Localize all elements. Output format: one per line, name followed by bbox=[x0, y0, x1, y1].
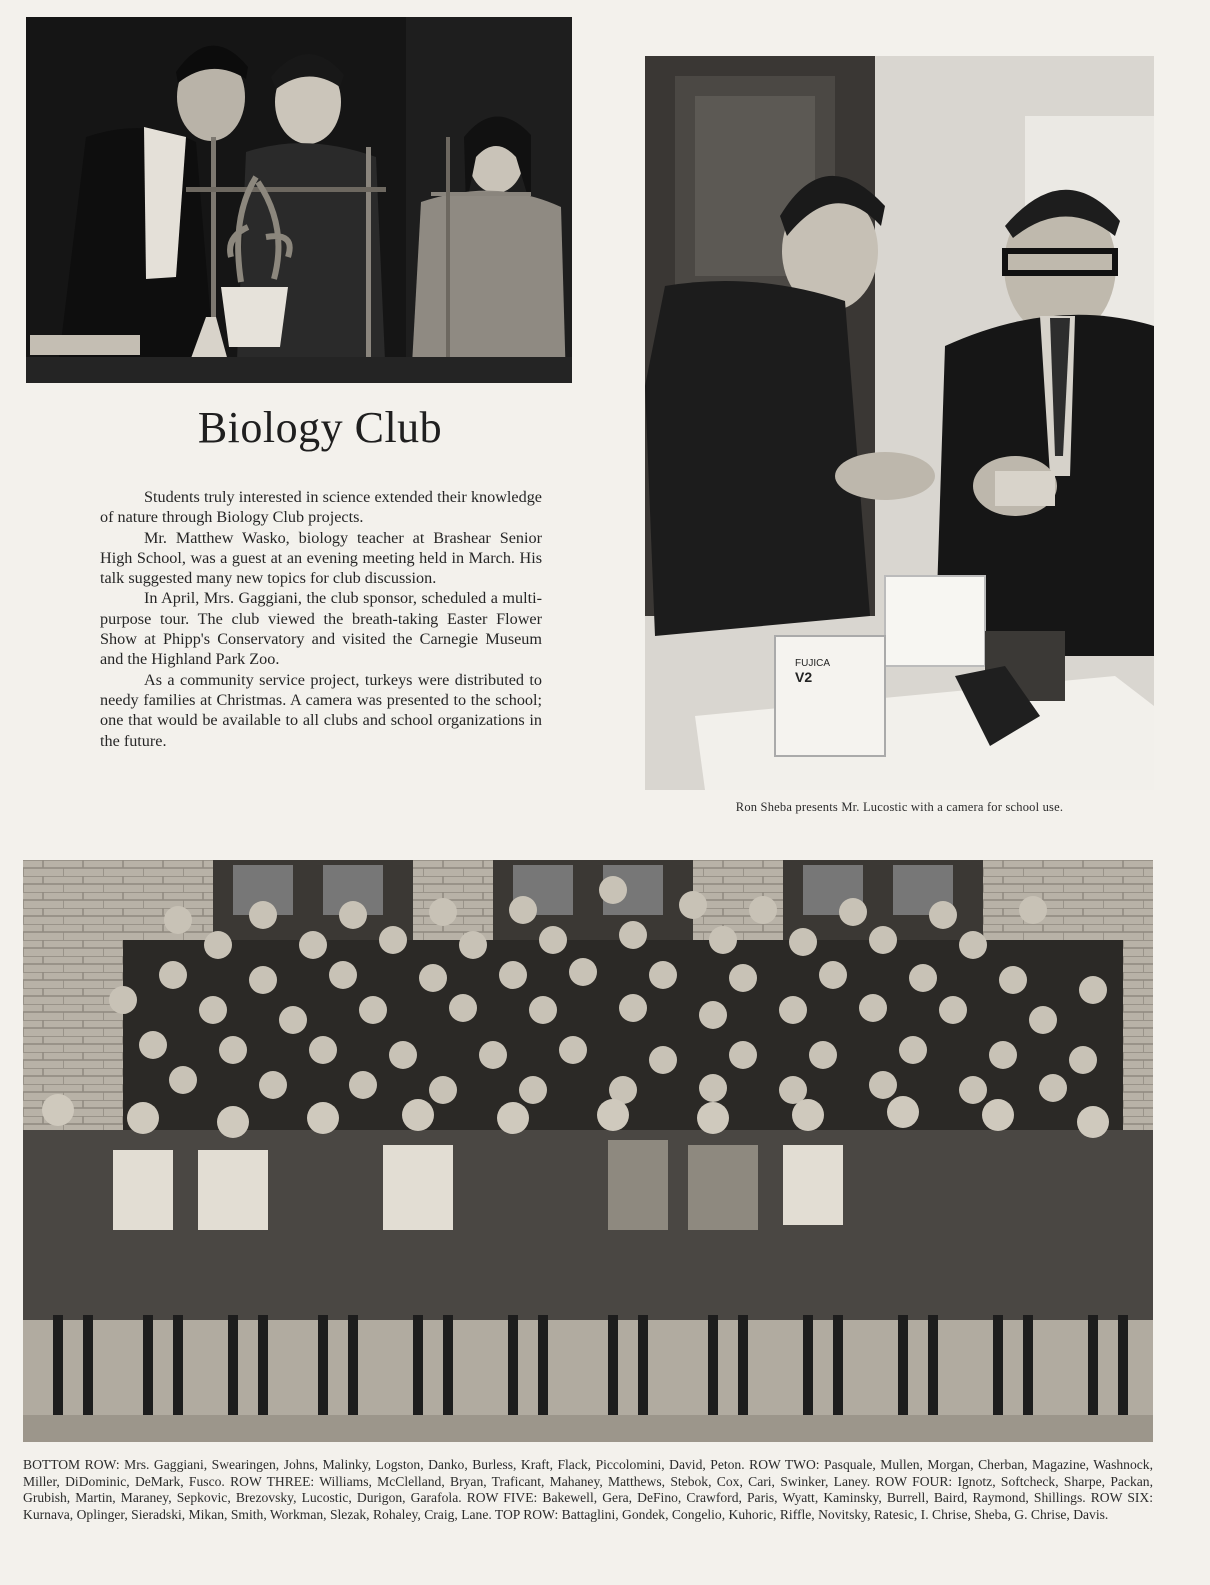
article-paragraph: Students truly interested in science extended their knowledge of nature through Biology Club projects. bbox=[100, 488, 542, 527]
presentation-photo bbox=[645, 56, 1154, 790]
article-body bbox=[100, 487, 542, 751]
group-photo bbox=[23, 860, 1153, 1442]
lab-photo bbox=[26, 17, 572, 383]
article-paragraph: As a community service project, turkeys were distributed to needy families at Christmas. A camera was presented to the school; one that would be available to all clubs and school organizations in the future. bbox=[100, 670, 542, 750]
article-paragraph: In April, Mrs. Gaggiani, the club sponsor, scheduled a multi-purpose tour. The club viewed the breath-taking Easter Flower Show at Phipp's Conservatory and visited the Carnegie Museum and the Highland Park Zoo. bbox=[100, 589, 542, 669]
article-paragraph: Mr. Matthew Wasko, biology teacher at Brashear Senior High School, was a guest at an evening meeting held in March. His talk suggested many new topics for club discussion. bbox=[100, 528, 542, 588]
camera-box-label-2: V2 bbox=[795, 669, 813, 685]
group-caption: BOTTOM ROW: Mrs. Gaggiani, Swearingen, Johns, Malinky, Logston, Danko, Burless, Kraft, Flack, Piccolomini, David, Peton. ROW TWO: Pasquale, Mullen, Morgan, Cherban, Magazine, Washnock, Miller, DiDominic, DeMark, Fusco. ROW THREE: Williams, McClelland, Bryan, Traficant, Mahaney, Matthews, Stebok, Cox, Cari, Swinker, Laney. ROW FOUR: Ignotz, Softcheck, Sharpe, Packan, Grubish, Martin, Maraney, Sepkovic, Brezovsky, Lucostic, Durigon, Garafola. ROW FIVE: Bakewell, Gera, DeFino, Crawford, Paris, Wyatt, Kaminsky, Burrell, Baird, Raymond, Shillings. ROW SIX: Kurnava, Oplinger, Sieradski, Mikan, Smith, Workman, Slezak, Rohaley, Craig, Lane. TOP ROW: Battaglini, Gondek, Congelio, Kuhoric, Riffle, Novitsky, Ratesic, I. Chrise, Sheba, G. Chrise, Davis. bbox=[23, 1457, 1153, 1522]
page-title: Biology Club bbox=[197, 403, 443, 452]
camera-box-label: FUJICA bbox=[795, 658, 830, 669]
presentation-caption: Ron Sheba presents Mr. Lucostic with a camera for school use. bbox=[735, 800, 1064, 814]
